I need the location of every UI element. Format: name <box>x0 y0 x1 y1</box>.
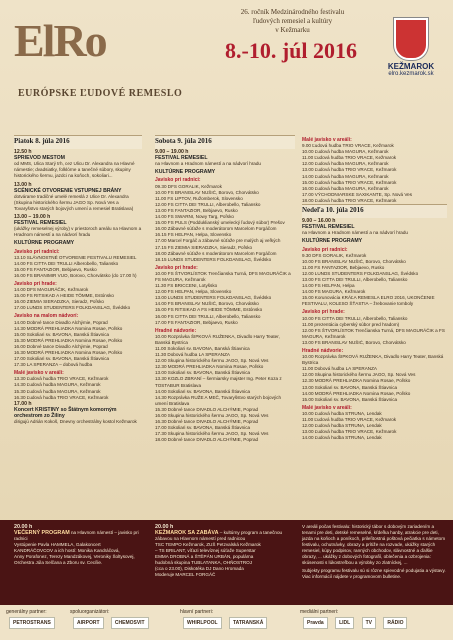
day-title: Nedeľa 10. júla 2016 <box>302 206 364 215</box>
schedule-line: 14.00 FS SWARNI, Nowy Targ, Poľsko <box>155 214 234 220</box>
schedule-line: 14.00 Sokoliari sv. BAVONA, Banská Štiavnica <box>155 388 251 394</box>
event-title: SPRIEVOD MESTOM <box>14 155 65 162</box>
schedule-line: 17.00 LUNDS STUDENTERS FOLKDANSLAG, Švédsko <box>14 305 131 311</box>
kp-title: KULTÚRNE PROGRAMY <box>155 169 216 176</box>
schedule-line: 10.00 Rozprávka ŠIPKOVÁ RUŽENKA, Divadlo Harry Teater, Banská Bystrica <box>302 354 444 366</box>
day-header <box>155 135 295 149</box>
event-time: 9.00 – 16.00 h <box>302 218 336 225</box>
schedule-line: 14.00 MODRÁ PREHLIADKA Nomina Rosae, Poľsko <box>302 390 411 396</box>
schedule-line: 17.15 FS ZIEMIA SIERADZKA, Sieradz, Poľsko <box>155 244 253 250</box>
schedule-line: 14.30 MODRÁ PREHLIADKA Nomina Rosae, Poľsko <box>14 325 123 331</box>
schedule-line: 11.00 Sokoliari sv. BAVONA, Banská Štiavnica <box>155 346 250 351</box>
schedule-line: TSC TEMPO Kežmarok, ZUŠ Petzvalská Kežmarok <box>155 542 261 547</box>
schedule-line: 17.00 VÝCHODNIARSKE SAXIKANTE, Sp. Nová Ves <box>302 191 413 197</box>
schedule-line: 16.30 Dobrvé tance DIVADLO ALCHÝMIE, Poprad <box>155 419 259 425</box>
schedule-line: 16.30 MODRÁ PREHLIADKA Nomina Rosae, Poľsko <box>14 350 123 355</box>
sponsor-group: spoluorganizátori: AIRPORT CHEMOSVIT <box>70 609 152 631</box>
evening-program-friday: 20.00 h VEČERNÝ PROGRAM na Hlavnom námestí – javisko pri radnici Vystúpenie Pavla HAMMELA, Galakoncert KANDRÁČOVCOV a ich hostí: Monika Kandráčová, Anny Porafonez, Terezy Mandzákovej, Veroniky Šoltysovej, Orchestra Júla Selčana a Zboru sv. Cecílie. <box>14 524 144 566</box>
schedule-line: 18.15 LUNDS STUDENTERS FOLKDANSLAG, Švédsko <box>155 256 272 262</box>
schedule-line: 11.00 Dobová hudba LA SPERANZA <box>302 366 377 372</box>
festival-info: V areáli počas festivalu: historický tábor s dobovým zariadením a tenami pre deti, detské remeselné, kŕdeľka hanby, atrakcie pre deti, jazda na koňoch a poníkoch, prileľitostná poštová pečiatka s námetom festivalu, ochutnávky, obrazy a prítiže na rozvade, ukážky starých remesiel, kúpy podpisov, ranných obchodov, slávnostné a ďalšie obrazy, ... ukážky z dobových fotografií, oblečenia a ozbrojenia: skúsenosti s lúkostreľbou a výrobky zo zlatníckej, ... Subjekty programu festivalu sú si rôzne spievodné podujatia a výstavy. Viac informácií nájdete v programovom bulletine. <box>302 524 446 579</box>
schedule-line: 17.00 Sokoliari sv. BAVONA, Banská Štiavnica <box>155 425 251 431</box>
schedule-line: 14.00 FS HELPAN, Helpa <box>302 283 355 289</box>
event-text: (ukážky remeselnej výroby) v priestoroch areálu na Hlavnom a Hradnom námestí a na nádvorí hradu <box>14 226 142 238</box>
sponsor-logo: Pravda <box>303 617 328 629</box>
schedule-line: 11.30 Dobová hudba LA SPERANZA <box>155 352 230 358</box>
schedule-line: Moderuje MARCEL FORGÁČ <box>155 572 216 577</box>
schedule-line: 14.00 Ľudová hudba STRUNA, Lendak <box>302 435 382 441</box>
event-text: na Hlavnom a Hradnom námestí a na nádvorí hradu <box>302 230 408 236</box>
schedule-line: 10.00 FS BRANISLAV NUŠIĆ, Borovo, Chorvátsko <box>155 189 259 195</box>
festival-title-line: 26. ročník Medzinárodného festivalu <box>240 8 345 16</box>
schedule-line: 13.30 KOZLO ZBRANÍ – šermiarsky majster Ing. Peter Koza z TOSTABUR Bratislava <box>155 376 282 388</box>
festival-dates: 8.-10. júl 2016 <box>225 38 357 63</box>
event-text: od MMS, Ulica Starý trh, cez Ulicu Dr. Alexandra na Hlavné námestie; dvadsiatky, folklórne a tanečné súbory, skupiny historického šermu, jazdci na koňoch, sokoliari... <box>14 161 135 179</box>
section-head: Javisko pri radnici: <box>155 177 201 184</box>
schedule-line: 16.00 FS CITTA DEI TRULLI, Alberobello, Taliansko <box>155 313 261 319</box>
festival-logo <box>14 14 183 99</box>
section-head: Malé javisko v areáli: <box>302 137 352 143</box>
schedule-line: 16.00 Skupina historického šermu JAGO, Sp. Nová Ves <box>155 413 269 419</box>
schedule-line: 15.00 Ľudová hudba TRIO VRACE, Kežmarok <box>302 179 397 185</box>
schedule-line: 10.00 Rozprávka ŠIPKOVÁ RUŽENKA, Divadlo Harry Teater, Banská Bystrica <box>155 333 280 345</box>
logo-mark: ElRo <box>14 15 106 66</box>
schedule-line: 18.00 Ľudová hudba TRIO VRACE, Kežmarok <box>302 197 397 203</box>
schedule-line: 10.00 Ľudová hudba STRUNA, Lendak <box>302 410 382 416</box>
schedule-line: 14.00 FS BRANISLAV NUŠIĆ, Borovo, Chorvátsko <box>155 301 259 307</box>
day-column-saturday <box>155 135 295 444</box>
schedule-line: 15.30 MODRÁ PREHLIADKA Nomina Rosae, Poľsko <box>14 337 123 343</box>
festival-title <box>220 8 365 35</box>
schedule-line: 12.00 FS HELPAN, Helpa, Slovensko <box>155 289 232 295</box>
schedule-line: 11.00 FS LIPTOV, Ružomberok, Slovensko <box>155 195 243 201</box>
schedule-line: 12.00 Ľudová hudba MAGURA, Kežmarok <box>302 161 389 167</box>
day-header <box>302 204 447 218</box>
schedule-line: 15.00 Sokoliari sv. BAVONA, Banská Štiavnica <box>14 331 110 337</box>
schedule-line: 17.30 LA SPERANZA – dobová hudba <box>14 362 93 368</box>
schedule-line: 17.00 FS FANTAZIOR, Bebjaevo, Rusko <box>155 319 238 325</box>
schedule-line: – TS BRILANT, víťazi televíznej súťaže Superstar <box>155 548 256 553</box>
schedule-line: 12.00 FS ŠTVORLÍSTOK Trenčianska Turná, DFS MAGURÁČIK a FS MAGURA, Kežmarok <box>302 327 445 339</box>
schedule-line: 10.00 FS CITTA DEI TRULLI, Alberobello, Taliansko <box>302 315 408 321</box>
event-time: 13.00 h <box>14 181 32 188</box>
schedule-line: 16.15 FS HELPAN, Helpa, Slovensko <box>155 232 232 238</box>
schedule-line: 12.30 MODRÁ PREHLIADKA Nomina Rosae, Poľsko <box>155 364 264 370</box>
schedule-line: 9.00 Ľudová hudba TRIO VRACE, Kežmarok <box>302 143 394 149</box>
day-header <box>14 135 142 149</box>
schedule-line: 17.00 Sokoliari sv. BAVONA, Banská Štiavnica <box>14 356 110 362</box>
schedule-line: 12.00 Ľudová hudba STRUNA, Lendak <box>302 423 382 429</box>
day-column-friday <box>14 135 142 427</box>
schedule-line: Vystúpenie Pavla HAMMELA, Galakoncert <box>14 542 101 547</box>
schedule-line: 17.00 Marcel Forgáč a zábavné súťaže pre malých aj veľkých <box>155 238 281 244</box>
schedule-line: 13.00 FS BRANISLAV NUŠIĆ, Borovo, Chorvátsko <box>302 339 406 345</box>
schedule-line: 13.10 SLÁVNOSTNÉ OTVORENIE FESTIVALU REMESIEL <box>14 254 137 260</box>
schedule-line: 9.30 DFS GORALIK, Kežmarok <box>302 252 367 258</box>
section-head: Javisko pri hrade: <box>14 280 57 287</box>
sponsor-group: generálny partner: PETROSTRANS <box>6 609 58 631</box>
sponsor-logo: CHEMOSVIT <box>111 617 149 629</box>
event-time: 13.00 – 19.00 h <box>14 214 51 221</box>
schedule-line: Orchestra Júla Selčana a Zboru sv. Cecílie. <box>14 560 103 565</box>
schedule-line: 15.00 Sokoliari sv. BAVONA, Banská Štiavnica <box>302 396 398 402</box>
schedule-line: 13.00 FS FANTAZIOR, Bebjaevo, Rusko <box>155 207 238 213</box>
event-block <box>14 149 142 179</box>
section-head: Javisko pri hrade: <box>302 309 345 316</box>
schedule-line: 10.00 Ľudová hudba MAGURA, Kežmarok <box>302 149 389 155</box>
section-head: Javisko pri radnici: <box>302 246 348 253</box>
coat-of-arms-icon <box>394 18 428 60</box>
sponsor-logo: TATRANSKÁ <box>229 617 267 629</box>
schedule-line: EMMA DROBNÁ a ŠTĚPÁN URBÁN, populárna <box>155 554 254 559</box>
day-column-sunday <box>302 135 447 441</box>
schedule-line: 16.00 Ľudová hudba MAGURA, Kežmarok <box>302 185 389 191</box>
event-title: SCÉNICKÉ OTVORENIE VSTUPNEJ BRÁNY <box>14 187 122 194</box>
schedule-line: 12.00 FS CITTA DEI TRULLI, Alberobello, Taliansko <box>155 201 261 207</box>
section-head: Hradné nádvorie: <box>302 348 344 354</box>
event-block <box>14 214 142 238</box>
schedule-line: 14.00 DFS MAGURÁČIK, Kežmarok <box>14 287 89 293</box>
schedule-line: 17.30 Skupina historického šermu JAGO, Sp. Nová Ves <box>155 431 269 437</box>
sponsor-logo: TV <box>362 617 376 629</box>
festival-title-line: v Kežmarku <box>275 26 310 34</box>
section-head: Javisko pri radnici: <box>14 248 60 255</box>
section-head: Javisko na malom nádvorí: <box>14 313 79 320</box>
event-concert: 17.00 h Koncert KRISTINY so Štátnym komorným orchestrom zo Žiliny dirigujú Adrián Kokoš, Dnevny orchestrálny kostol Kežmarok <box>14 400 137 425</box>
section-head: Malé javisko v areáli: <box>14 370 64 377</box>
sponsor-group: hlavní partneri: WHIRLPOOL TATRANSKÁ <box>180 609 270 631</box>
schedule-line: 13.00 Sokoliari sv. BAVONA, Banská Štiavnica <box>155 370 251 376</box>
schedule-line: 12.30 MODRÁ PREHLIADKA Nomina Rosae, Poľsko <box>302 378 411 384</box>
city-logo[interactable] <box>378 18 444 77</box>
section-head: Hradné nádvorie: <box>155 327 197 334</box>
schedule-line: 13.00 Sokoliari sv. BAVONA, Banská Štiavnica <box>302 384 398 390</box>
schedule-line: 14.00 FS CITTA DEI TRULLI Alberobello, Taliansko <box>14 260 119 266</box>
schedule-line: 15.00 FS RITSIKAD A FS HEIDE TÕMME, Estónsko <box>155 307 263 313</box>
evening-program-saturday: 20.00 h KEŽMAROK SA ZABÁVA – kultúrny program a tanečnou zábavou na Hlavnom námestí pred radnicou TSC TEMPO Kežmarok, ZUŠ Petzvalská Kežmarok – TS BRILANT, víťazi televíznej súťaže Superstar EMMA DROBNÁ a ŠTĚPÁN URBÁN, populárna hudobná skupina TUBLATANKA, OHŇOSTROJ (cca o 23.00), Diskotéka DJ Dano Hromada Moderuje MARCEL FORGÁČ <box>155 524 295 578</box>
schedule-line: 18.00 Dobrvé tance DIVADLO ALCHÝMIE, Poprad <box>155 437 259 443</box>
event-time: 12.50 h <box>14 149 32 156</box>
schedule-line: 14.00 Ľudová hudba MAGURA, Kežmarok <box>302 173 389 179</box>
schedule-line: 15.00 Korunovácia KRÁĽA REMESLA ELRO 2016, UKONČENIE FESTIVALU, KOLESO ŠŤASTIA – žrebovanie tomboly <box>302 295 435 307</box>
sponsor-logo: PETROSTRANS <box>9 617 55 629</box>
schedule-line: 15.00 FS PULS (Podduklianský umelecký ľudový súbor) Prešov <box>155 220 285 226</box>
event-block <box>302 218 447 236</box>
schedule-line: 15.00 FS RITSIKAD A HEIDE TÕMME, Estónsko <box>14 293 114 299</box>
event-text: na Hlavnom a Hradnom námestí a na nádvorí hradu <box>155 161 261 167</box>
event-block <box>155 149 295 167</box>
schedule-line: 13.00 LUNDS STUDENTERS FOLKDANSLAG, Švédsko <box>155 295 272 301</box>
city-name: KEŽMAROK <box>387 62 435 71</box>
event-text: dotvárame tradičné umelé remeslá z Ulice Dr. Alexandra (Skupina historického šermu JAGO Sp. Nová Ves a Tovaryšstvo starých bojových umení a remesiel Bratislava) <box>14 193 134 211</box>
sponsor-logo: AIRPORT <box>73 617 104 629</box>
event-time: 9.00 – 19.00 h <box>155 149 189 156</box>
schedule-line: 13.00 Ľudová hudba TRIO VRACE, Kežmarok <box>302 429 397 435</box>
schedule-line: 10.00 FS BRANISLAV NUŠIĆ, Borovo, Chorvátsko <box>302 258 406 264</box>
schedule-line: 12.00 Skupina historického šermu JAGO, Sp. Nová Ves <box>302 372 416 378</box>
schedule-line: 14.00 Dobrvé tance Divadlo Alchýmie, Poprad <box>14 319 108 325</box>
schedule-line: 16.00 Zábavné súťaže s moderátorom Marcelom Forgáčom <box>155 226 277 232</box>
schedule-line: Anny Porafonez, Terezy Mandzákovej, Veroniky Šoltysovej, <box>14 554 135 559</box>
schedule-line: 15.30 Ľudová hudba MAGURA, Kežmarok <box>14 388 101 394</box>
schedule-line: 11.00 prezentácia cyberský súbor pred hradom) <box>302 321 400 327</box>
schedule-line: 18.00 Zábavné súťaže s moderátorom Marcelom Forgáčom <box>155 250 277 256</box>
schedule-line: 13.30 Ľudová hudba TRIO VRACE, Kežmarok <box>14 376 109 382</box>
schedule-line: 11.30 FS BRICCENI, Lotyšsko <box>155 283 218 289</box>
schedule-line: 14.00 FS MAGURA, Kežmarok <box>302 289 366 295</box>
event-title: FESTIVAL REMESIEL <box>302 224 355 231</box>
schedule-line: 16.00 ZIEMIA SIERADZKA, Sieradz, Poľsko <box>14 299 104 305</box>
schedule-line: 11.00 FS FANTAZIOR, Bebjaevo, Rusko <box>302 264 385 270</box>
schedule-line: KANDRÁČOVCOV a ich hostí: Monika Kandráčová, <box>14 548 120 553</box>
sponsors-strip <box>0 605 453 640</box>
schedule-line: 16.00 Dobrvé tance Divadlo Alchýmie, Poprad <box>14 343 108 349</box>
kp-title: KULTÚRNE PROGRAMY <box>302 238 363 245</box>
schedule-line: 15.30 Dobrvé tance DIVADLO ALCHÝMIE, Poprad <box>155 406 259 412</box>
schedule-line: 14.30 Rozprávka RUŽE A MEČ, Tovaryšstvo starých bojových umení Bratislava <box>155 394 282 406</box>
day-title: Piatok 8. júla 2016 <box>14 137 70 145</box>
schedule-line: 13.00 FS CITTA DEI TRULLI, Alberobello, Taliansko <box>302 276 408 282</box>
evening-program-band <box>0 520 453 605</box>
event-title: FESTIVAL REMESIEL <box>14 220 67 227</box>
sponsor-logo: WHIRLPOOL <box>183 617 222 629</box>
schedule-line: 15.00 FS FANTAZIOR, Bebjaevo, Rusko <box>14 266 97 272</box>
sponsor-logo: LIDL <box>335 617 354 629</box>
schedule-line: 13.00 Ľudová hudba TRIO VRACE, Kežmarok <box>302 167 397 173</box>
sponsor-group: mediálni partneri: Pravda LIDL TV RÁDIO <box>300 609 410 631</box>
schedule-line: 09.30 DFS GORALIK, Kežmarok <box>155 183 222 189</box>
schedule-line: 16.30 Ľudová hudba TRIO VRACE, Kežmarok <box>14 394 109 400</box>
logo-subtitle: EURÓPSKE ĽUDOVÉ REMESLO <box>18 88 183 99</box>
schedule-line: 10.00 FS ŠTVORLÍSTOK Trenčianska Turná, DFS MAGURÁČIK a FS MAGURA, Kežmarok <box>155 270 291 282</box>
day-title: Sobota 9. júla 2016 <box>155 137 212 145</box>
schedule-line: 11.00 Ľudová hudba TRIO VRACE, Kežmarok <box>302 417 397 423</box>
schedule-line: 11.00 Ľudová hudba TRIO VRACE, Kežmarok <box>302 155 397 161</box>
schedule-line: (cca o 23.00), Diskotéka DJ Dano Hromada <box>155 566 244 571</box>
schedule-line: 12.00 Skupina historického šermu JAGO, Sp. Nová Ves <box>155 358 269 364</box>
schedule-line: 14.30 Ľudová hudba MAGURA, Kežmarok <box>14 382 101 388</box>
schedule-line: hudobná skupina TUBLATANKA, OHŇOSTROJ <box>155 560 253 565</box>
event-title: FESTIVAL REMESIEL <box>155 155 208 162</box>
sponsor-logo: RÁDIO <box>383 617 407 629</box>
schedule-line: 12.00 LUNDS STUDENTERS FOLKDANSLAG, Švédsko <box>302 270 419 276</box>
section-head: Malé javisko v areáli: <box>302 404 352 411</box>
schedule-line: 16.00 FS BRANIMIR VUO, Borovo, Chorvátsko (do 17.00 h) <box>14 272 137 278</box>
event-block <box>14 182 142 212</box>
section-head: Javisko pri hrade: <box>155 264 198 271</box>
city-url[interactable]: elro.kezmarok.sk <box>388 71 434 77</box>
festival-title-line: ľudových remesiel a kultúry <box>252 17 333 25</box>
kp-title: KULTÚRNE PROGRAMY <box>14 240 75 247</box>
